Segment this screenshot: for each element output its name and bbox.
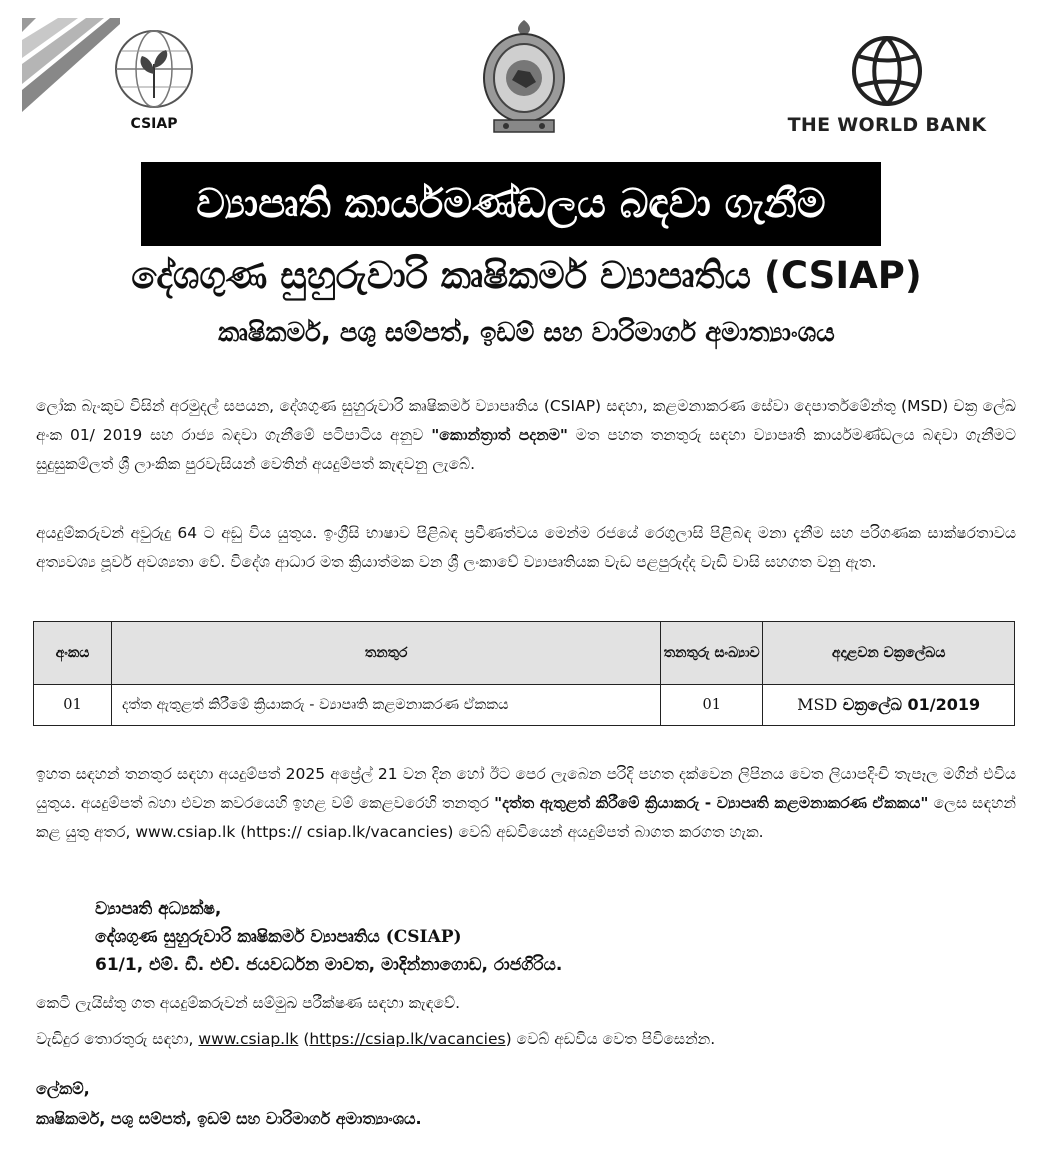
signature-block xyxy=(36,1074,422,1134)
website-link[interactable]: www.csiap.lk xyxy=(198,1030,299,1048)
intro-text-b: මත පහත තනතුරු සඳහා ව්‍යාපෘති කාර්යමණ්ඩලය බඳවා ගැනීමට සුදුසුකම්ලත් ශ්‍රී ලාංකික පුරවැසියන් වෙතින් අයදුම්පත් කැඳවනු ලැබේ. xyxy=(36,426,1016,473)
project-title: දේශගුණ සුහුරුවාරි කෘෂිකර්ම ව්‍යාපෘතිය (CSIAP) xyxy=(131,254,922,297)
cell-circular xyxy=(763,685,1015,726)
cell-position: දත්ත ඇතුළත් කිරීමේ ක්‍රියාකරු - ව්‍යාපෘති කළමනාකරණ ඒකකය xyxy=(111,685,660,726)
emblem-icon xyxy=(476,16,572,140)
address-line-3: 61/1, එම්. ඩී. එච්. ජයවර්ධන මාවත, මාදින්නාගොඩ, රාජගිරිය. xyxy=(95,955,563,975)
eligibility-paragraph xyxy=(36,519,1016,577)
col-header-circular: අදාළවන චක්‍රලේඛය xyxy=(763,622,1015,685)
eligibility-text: අයදුම්කරුවන් අවුරුදු 64 ට අඩු විය යුතුය. ඉංග්‍රීසි භාෂාව පිළිබඳ ප්‍රවීණත්වය මෙන්ම රජයේ රෙගුලාසි පිළිබඳ මනා දැනීම සහ පරිගණක සාක්ෂරතාවය අත්‍යවශ්‍ය පූර්ව අවශ්‍යතා වේ. විදේශ ආධාර මත ක්‍රියාත්මක වන ශ්‍රී ලංකාවේ ව්‍යාපෘතියක වැඩ පළපුරුද්ද වැඩි වාසි සහගත වනු ඇත. xyxy=(36,524,1016,571)
address-line-2a: දේශගුණ සුහුරුවාරි කෘෂිකර්ම ව්‍යාපෘතිය xyxy=(95,927,386,947)
shortlist-note: කෙටි ලැයිස්තු ගත අයදුම්කරුවන් සම්මුඛ පරීක්ෂණ සඳහා කැඳවේ. xyxy=(36,994,461,1012)
national-emblem xyxy=(476,16,572,140)
table-row xyxy=(34,685,1015,726)
signature-line-2: කෘෂිකර්ම, පශු සම්පත්, ඉඩම් සහ වාරිමාර්ග අමාත්‍යාංශය. xyxy=(36,1109,422,1128)
application-text-b: ලෙස සඳහන් කළ යුතු අතර, www.csiap.lk (https:// csiap.lk/vacancies) වෙබ් අඩවියෙන් අයදුම්පත් බාගත කරගත හැක. xyxy=(36,794,1016,841)
vacancies-link[interactable]: https://csiap.lk/vacancies xyxy=(309,1030,506,1048)
world-bank-logo xyxy=(782,34,992,144)
cell-count: 01 xyxy=(661,685,763,726)
cell-number: 01 xyxy=(34,685,112,726)
application-text-a: ඉහත සඳහන් තනතුර සඳහා අයදුම්පත් 2025 අප්‍රේල් 21 වන දින හෝ ඊට පෙර ලැබෙන පරිදි පහත දක්වෙන ලිපිනය වෙත ලියාපදිංචි තැපෑල මගින් එවිය යුතුය. අයදුම්පත් බහා එවන කවරයෙහි ඉහළ වම් කෙළවරෙහි තනතුර xyxy=(36,765,1016,812)
info-text-a: වැඩිදුර තොරතුරු සඳහා, xyxy=(36,1030,199,1048)
contract-basis-text: "කොන්ත්‍රාත් පදනම" xyxy=(431,426,568,444)
table-header-row xyxy=(34,622,1015,685)
address-line-2b: (CSIAP) xyxy=(385,927,462,947)
recruitment-title-banner xyxy=(141,162,881,246)
address-line-2 xyxy=(95,923,562,951)
intro-text-a: ලෝක බැංකුව විසින් අරමුදල් සපයන, දේශගුණ සුහුරුවාරි කෘෂිකර්ම ව්‍යාපෘතිය (CSIAP) සඳහා, කළමනාකරණ සේවා දෙපාර්තමේන්තු (MSD) චක්‍ර ලේඛ අංක 01/ 2019 සහ රාජ්‍ය බඳවා ගැනීමේ පටිපාටිය අනුව xyxy=(36,397,1016,444)
address-block xyxy=(95,895,562,979)
globe-plant-icon xyxy=(112,28,196,110)
application-paragraph xyxy=(36,760,1016,847)
position-name-text: "දත්ත ඇතුළත් කිරීමේ ක්‍රියාකරු - ව්‍යාපෘති කළමනාකරණ ඒකකය" xyxy=(494,794,929,812)
col-header-position: තනතුර xyxy=(111,622,660,685)
world-bank-globe-icon xyxy=(850,34,924,108)
vacancy-table xyxy=(33,621,1015,726)
info-mid: ( xyxy=(298,1030,310,1048)
csiap-logo xyxy=(108,28,200,138)
csiap-logo-label: CSIAP xyxy=(130,116,178,132)
world-bank-label: THE WORLD BANK xyxy=(787,114,987,136)
ministry-title: කෘෂිකර්ම, පශු සම්පත්, ඉඩම් සහ වාරිමාර්ග අමාත්‍යාංශය xyxy=(218,318,835,348)
intro-paragraph xyxy=(36,392,1016,479)
col-header-number: අංකය xyxy=(34,622,112,685)
corner-stripe-decoration xyxy=(0,0,120,130)
signature-line-1: ලේකම්, xyxy=(36,1079,90,1098)
col-header-count: තනතුරු සංඛ්‍යාව xyxy=(661,622,763,685)
info-text-b: ) වෙබ් අඩවිය වෙත පිවිසෙන්න. xyxy=(505,1030,716,1048)
banner-title: ව්‍යාපෘති කාර්යමණ්ඩලය බඳවා ගැනීම xyxy=(196,181,826,227)
info-note xyxy=(36,1030,715,1049)
address-line-1: ව්‍යාපෘති අධ්‍යක්ෂ, xyxy=(95,899,222,919)
circular-prefix: MSD xyxy=(797,695,838,714)
circular-rest: චක්‍රලේඛ 01/2019 xyxy=(837,695,981,714)
